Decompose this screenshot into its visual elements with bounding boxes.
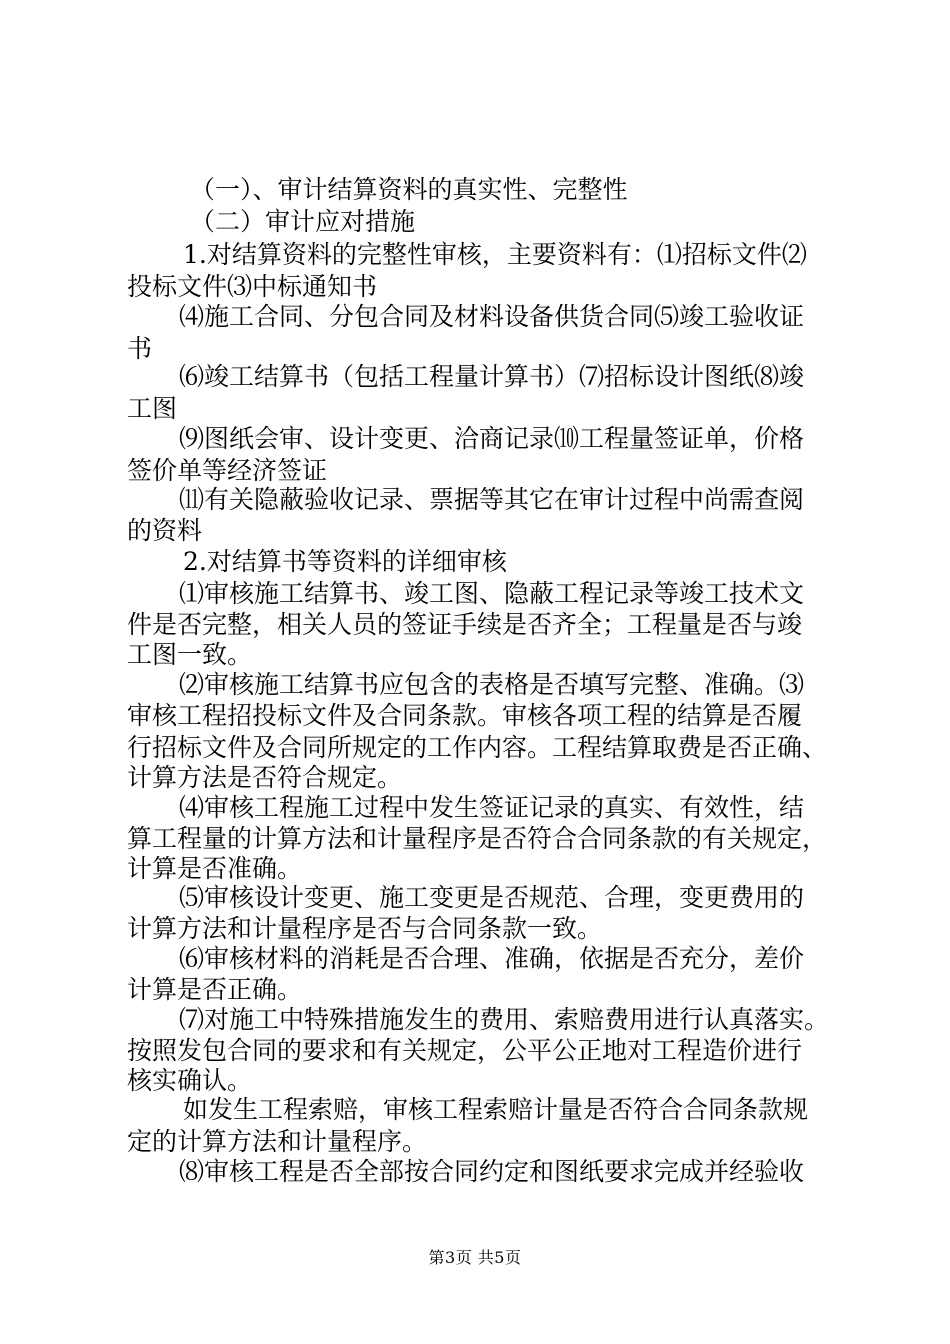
text-line: 算工程量的计算方法和计量程序是否符合合同条款的有关规定， bbox=[127, 824, 828, 853]
text-line: ⑻审核工程是否全部按合同约定和图纸要求完成并经验收 bbox=[179, 1157, 805, 1186]
text-line: 计算是否正确。 bbox=[127, 975, 303, 1004]
text-line: 签价单等经济签证 bbox=[127, 456, 328, 485]
page-number-footer: 第3页 共5页 bbox=[428, 1248, 522, 1267]
text-line: 2.对结算书等资料的详细审核 bbox=[183, 547, 507, 576]
text-line: 1.对结算资料的完整性审核，主要资料有：⑴招标文件⑵ bbox=[183, 240, 807, 269]
text-line: ⑵审核施工结算书应包含的表格是否填写完整、准确。⑶ bbox=[179, 670, 805, 699]
text-line: ⑹竣工结算书（包括工程量计算书）⑺招标设计图纸⑻竣 bbox=[179, 362, 805, 391]
text-line: ⑼图纸会审、设计变更、洽商记录⑽工程量签证单，价格 bbox=[179, 424, 805, 453]
text-line: 计算是否准确。 bbox=[127, 854, 303, 883]
text-line: 件是否完整，相关人员的签证手续是否齐全；工程量是否与竣 bbox=[127, 610, 803, 639]
text-line: 的资料 bbox=[127, 516, 203, 545]
text-line: 定的计算方法和计量程序。 bbox=[127, 1127, 428, 1156]
text-line: ⑷施工合同、分包合同及材料设备供货合同⑸竣工验收证 bbox=[179, 302, 805, 331]
text-line: 核实确认。 bbox=[127, 1066, 253, 1095]
text-line: 计算方法和计量程序是否与合同条款一致。 bbox=[127, 914, 603, 943]
text-line: ⑺对施工中特殊措施发生的费用、索赔费用进行认真落实。 bbox=[179, 1005, 830, 1034]
heading-2: （二）审计应对措施 bbox=[190, 207, 416, 236]
text-line: 计算方法是否符合规定。 bbox=[127, 763, 403, 792]
text-line: 书 bbox=[127, 334, 153, 363]
text-line: ⑸审核设计变更、施工变更是否规范、合理，变更费用的 bbox=[179, 883, 805, 912]
text-line: ⑴审核施工结算书、竣工图、隐蔽工程记录等竣工技术文 bbox=[179, 579, 805, 608]
text-line: 审核工程招投标文件及合同条款。审核各项工程的结算是否履 bbox=[127, 701, 803, 730]
text-line: 按照发包合同的要求和有关规定，公平公正地对工程造价进行 bbox=[127, 1036, 803, 1065]
text-line: 工图一致。 bbox=[127, 640, 253, 669]
heading-1: （一）、审计结算资料的真实性、完整性 bbox=[190, 175, 628, 204]
text-line: ⑾有关隐蔽验收记录、票据等其它在审计过程中尚需查阅 bbox=[179, 485, 805, 514]
text-line: ⑷审核工程施工过程中发生签证记录的真实、有效性，结 bbox=[179, 793, 805, 822]
text-line: 投标文件⑶中标通知书 bbox=[127, 272, 378, 301]
text-line: ⑹审核材料的消耗是否合理、准确，依据是否充分，差价 bbox=[179, 944, 805, 973]
text-line: 行招标文件及合同所规定的工作内容。工程结算取费是否正确、 bbox=[127, 733, 828, 762]
text-line: 工图 bbox=[127, 394, 178, 423]
text-line: 如发生工程索赔，审核工程索赔计量是否符合合同条款规 bbox=[183, 1095, 809, 1124]
